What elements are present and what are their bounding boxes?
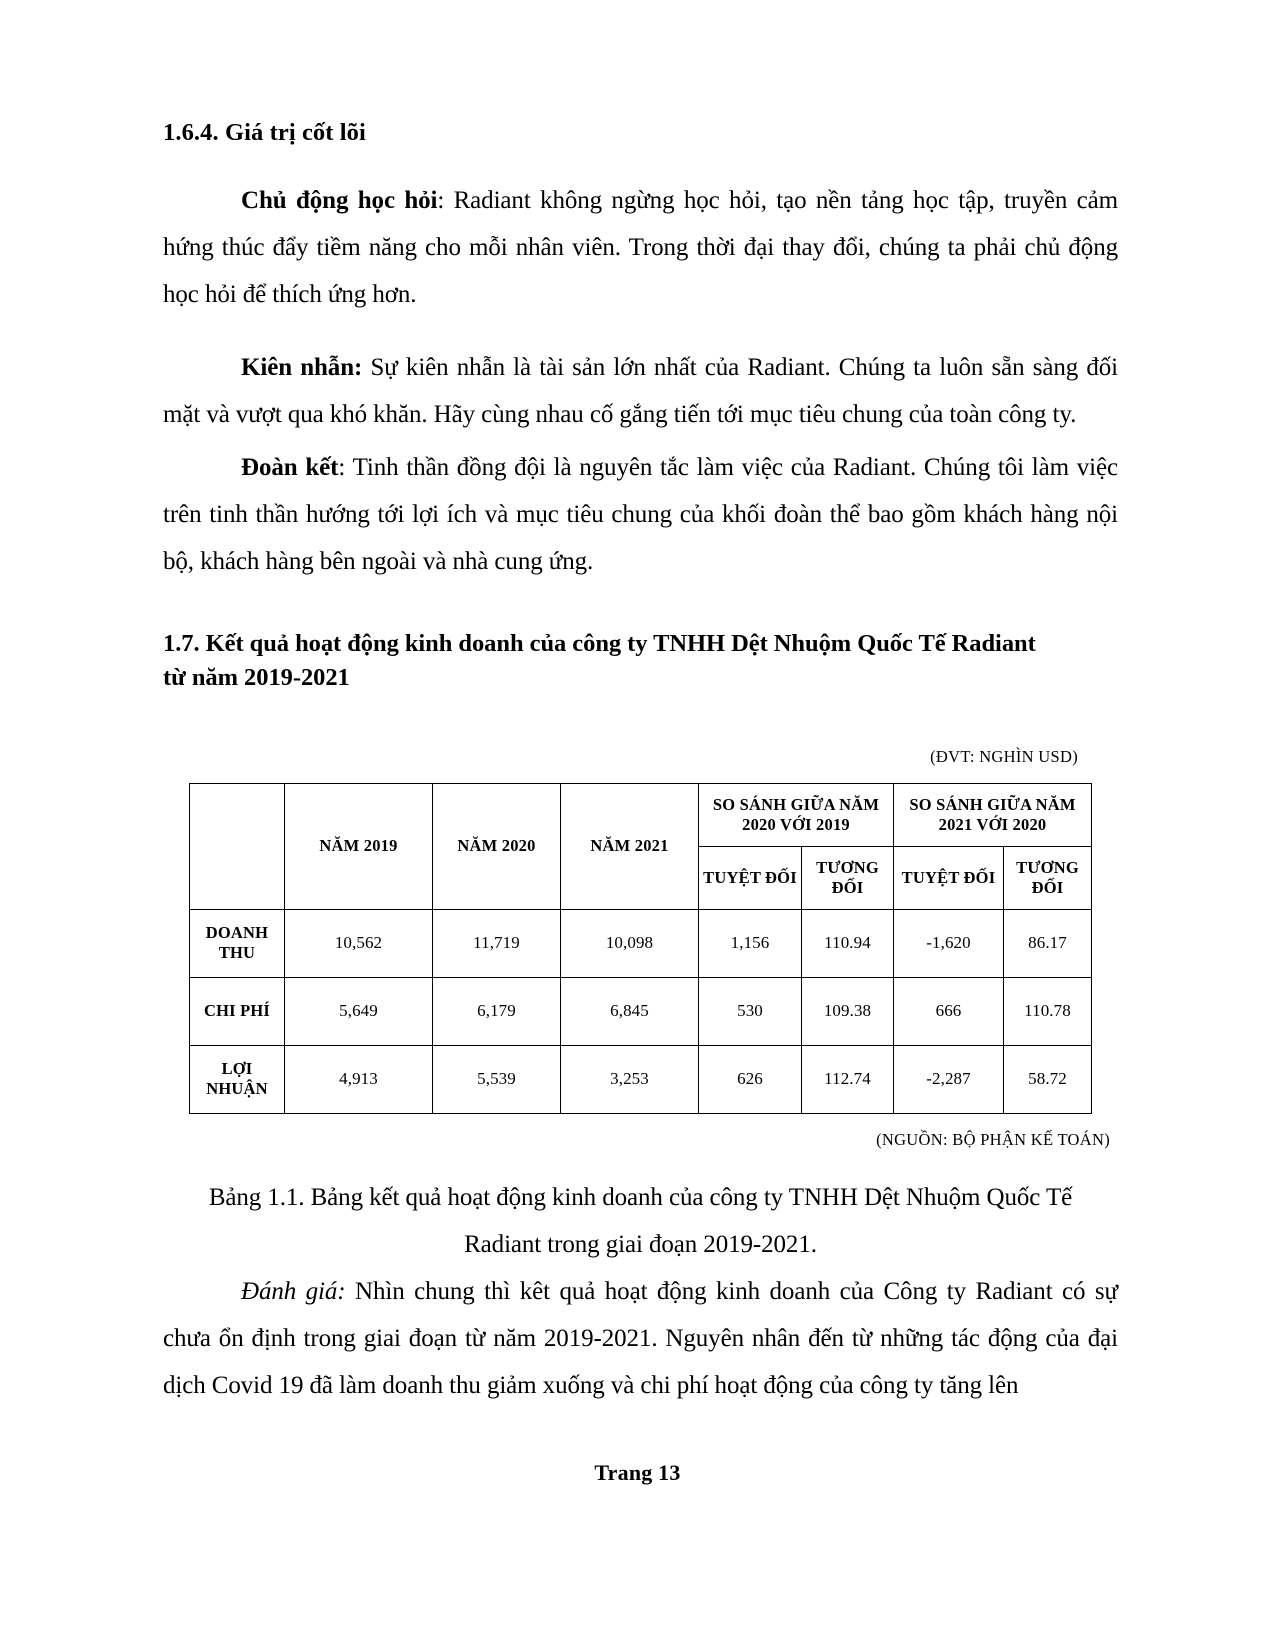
table-header-year-2019: NĂM 2019 [285, 783, 433, 909]
cell-doanh-thu-2020: 11,719 [433, 909, 561, 977]
table-subheader-relative-1: TƯƠNG ĐỐI [802, 846, 894, 909]
paragraph-chu-dong-hoc-hoi [163, 177, 1118, 318]
table-header-year-2021: NĂM 2021 [561, 783, 699, 909]
cell-chi-phi-abs-2020-2019: 530 [699, 977, 802, 1045]
page-number: Trang 13 [594, 1460, 681, 1485]
cell-loi-nhuan-2020: 5,539 [433, 1045, 561, 1113]
lead-doan-ket: Đoàn kết [241, 454, 339, 482]
table-container [163, 783, 1118, 1114]
lead-kien-nhan: Kiên nhẫn: [241, 354, 363, 382]
body-doan-ket: Tinh thần đồng đội là nguyên tắc làm việc của Radiant. Chúng tôi làm việc trên tinh thần hướng tới lợi ích và mục tiêu chung của khối đoàn thể bao gồm khách hàng nội bộ, khách hàng bên ngoài và nhà cung ứng. [163, 454, 1119, 576]
cell-doanh-thu-2021: 10,098 [561, 909, 699, 977]
heading-1-7-line-2: từ năm 2019-2021 [163, 664, 350, 692]
cell-chi-phi-2021: 6,845 [561, 977, 699, 1045]
cell-chi-phi-rel-2021-2020: 110.78 [1004, 977, 1092, 1045]
table-row-label-chi-phi: CHI PHÍ [190, 977, 285, 1045]
section-spacer [163, 585, 1118, 627]
body-kien-nhan: Sự kiên nhẫn là tài sản lớn nhất của Radiant. Chúng ta luôn sẵn sàng đối mặt và vượt qua khó khăn. Hãy cùng nhau cố gắng tiến tới mục tiêu chung của toàn công ty. [163, 354, 1119, 429]
separator-danh-gia [346, 1278, 356, 1305]
paragraph-spacer [163, 318, 1118, 344]
cell-chi-phi-2020: 6,179 [433, 977, 561, 1045]
table-caption [163, 1174, 1118, 1268]
cell-loi-nhuan-abs-2020-2019: 626 [699, 1045, 802, 1113]
paragraph-doan-ket [163, 444, 1118, 585]
cell-loi-nhuan-2021: 3,253 [561, 1045, 699, 1113]
heading-1-7-line-1: 1.7. Kết quả hoạt động kinh doanh của công ty TNHH Dệt Nhuộm Quốc Tế Radiant [163, 630, 1036, 658]
cell-loi-nhuan-rel-2021-2020: 58.72 [1004, 1045, 1092, 1113]
cell-doanh-thu-abs-2021-2020: -1,620 [894, 909, 1004, 977]
table-row-label-doanh-thu: DOANH THU [190, 909, 285, 977]
table-header-year-2020: NĂM 2020 [433, 783, 561, 909]
body-danh-gia: Nhìn chung thì kêt quả hoạt động kinh doanh của Công ty Radiant có sự chưa ổn định trong giai đoạn từ năm 2019-2021. Nguyên nhân đến từ những tác động của đại dịch Covid 19 đã làm doanh thu giảm xuống và chi phí hoạt động của công ty tăng lên [163, 1277, 1118, 1399]
table-subheader-absolute-2: TUYỆT ĐỐI [894, 846, 1004, 909]
separator-2: : [338, 454, 353, 482]
cell-doanh-thu-abs-2020-2019: 1,156 [699, 909, 802, 977]
table-row-label-loi-nhuan: LỢI NHUẬN [190, 1045, 285, 1113]
cell-loi-nhuan-2019: 4,913 [285, 1045, 433, 1113]
cell-loi-nhuan-abs-2021-2020: -2,287 [894, 1045, 1004, 1113]
paragraph-kien-nhan [163, 344, 1118, 438]
body-chu-dong-hoc-hoi: Radiant không ngừng học hỏi, tạo nền tảng học tập, truyền cảm hứng thúc đẩy tiềm năng cho mỗi nhân viên. Trong thời đại thay đổi, chúng ta phải chủ động học hỏi để thích ứng hơn. [163, 187, 1119, 309]
cell-loi-nhuan-rel-2020-2019: 112.74 [802, 1045, 894, 1113]
separator-0: : [437, 187, 454, 215]
table-header-compare-2020-2019: SO SÁNH GIỮA NĂM 2020 VỚI 2019 [699, 783, 894, 846]
table-spacer [163, 695, 1118, 747]
table-source-note: (NGUỒN: BỘ PHẬN KẾ TOÁN) [876, 1129, 1110, 1149]
cell-chi-phi-2019: 5,649 [285, 977, 433, 1045]
table-row [190, 977, 1092, 1045]
paragraph-danh-gia [163, 1268, 1118, 1409]
lead-danh-gia: Đánh giá: [241, 1277, 346, 1305]
cell-chi-phi-abs-2021-2020: 666 [894, 977, 1004, 1045]
table-header-compare-2021-2020: SO SÁNH GIỮA NĂM 2021 VỚI 2020 [894, 783, 1092, 846]
lead-chu-dong-hoc-hoi: Chủ động học hỏi [241, 187, 438, 215]
cell-chi-phi-rel-2020-2019: 109.38 [802, 977, 894, 1045]
table-corner-cell [190, 783, 285, 909]
table-header-row-groups [190, 783, 1092, 846]
business-results-table [189, 783, 1092, 1114]
table-row [190, 1045, 1092, 1113]
heading-1-6-4: 1.6.4. Giá trị cốt lõi [163, 119, 366, 146]
table-caption-line-2: Radiant trong giai đoạn 2019-2021. [464, 1230, 817, 1258]
table-caption-line-1: Bảng 1.1. Bảng kết quả hoạt động kinh doanh của công ty TNHH Dệt Nhuộm Quốc Tế [208, 1183, 1073, 1211]
cell-doanh-thu-rel-2020-2019: 110.94 [802, 909, 894, 977]
cell-doanh-thu-rel-2021-2020: 86.17 [1004, 909, 1092, 977]
cell-doanh-thu-2019: 10,562 [285, 909, 433, 977]
table-unit-note: (ĐVT: NGHÌN USD) [930, 746, 1078, 766]
heading-1-7 [163, 627, 1118, 695]
table-subheader-relative-2: TƯƠNG ĐỐI [1004, 846, 1092, 909]
table-subheader-absolute-1: TUYỆT ĐỐI [699, 846, 802, 909]
page-footer [0, 1460, 1275, 1486]
page-content [163, 118, 1118, 1409]
table-row [190, 909, 1092, 977]
